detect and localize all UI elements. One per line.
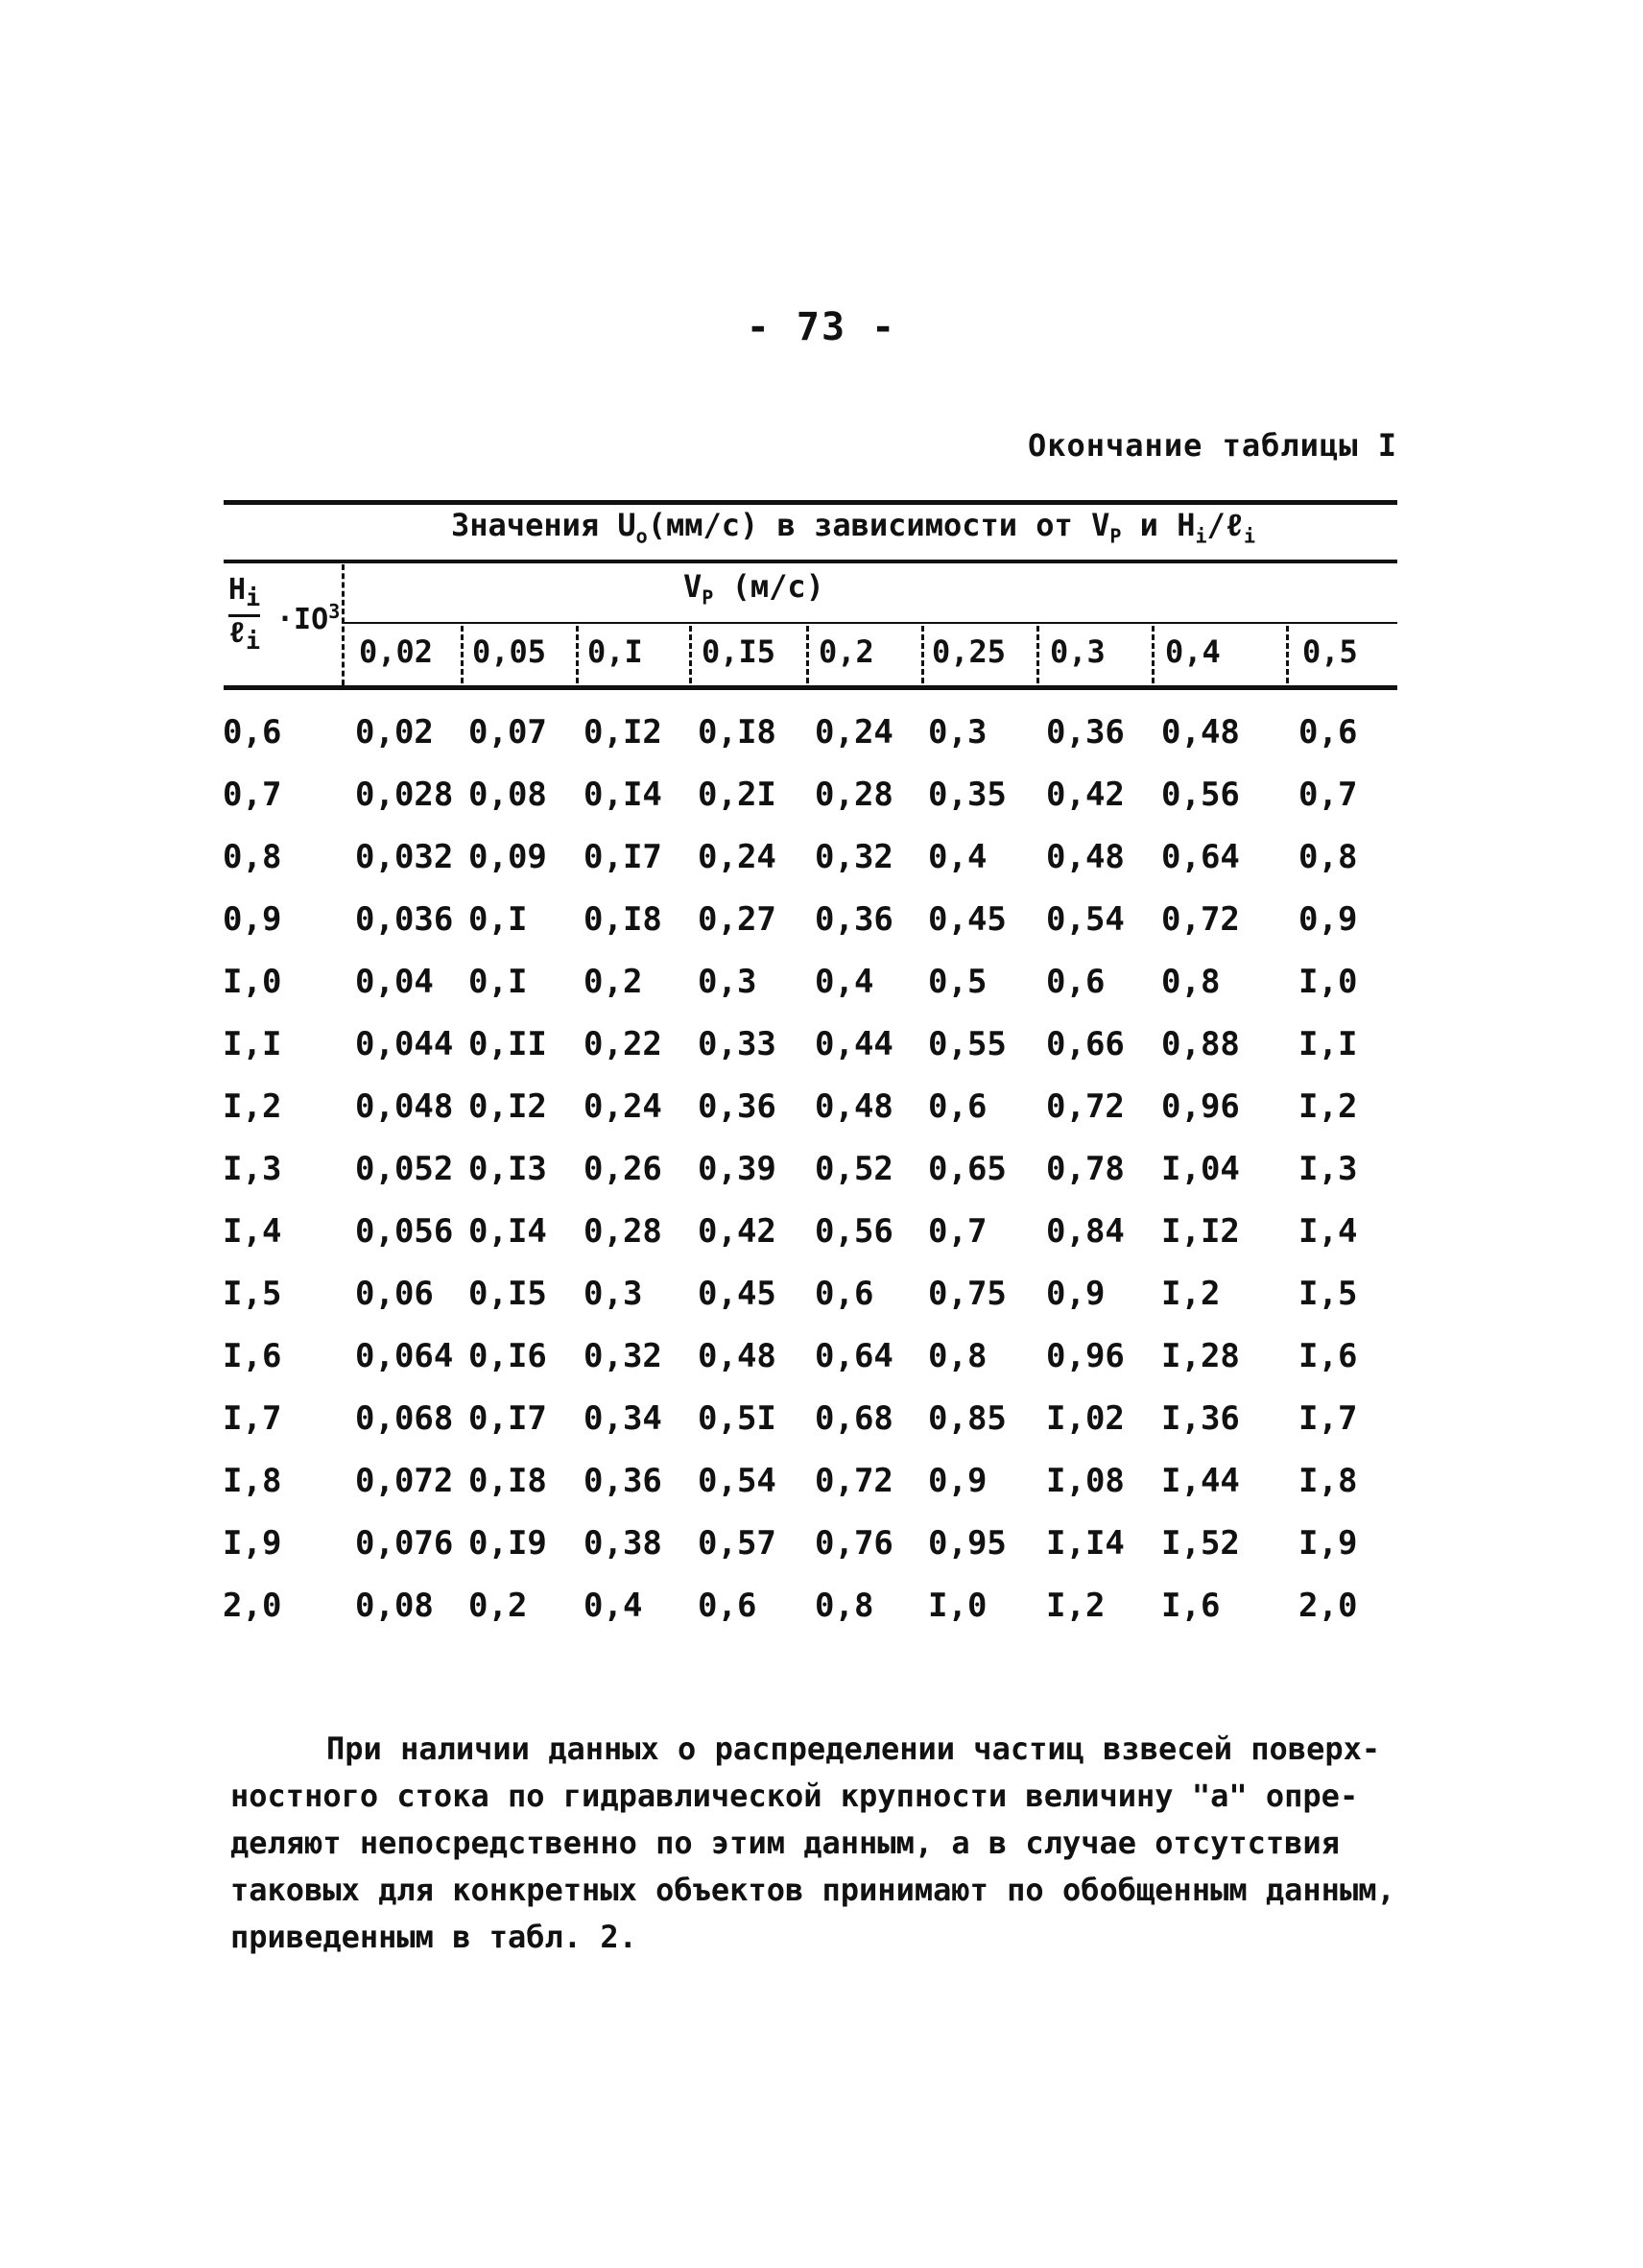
row-label-cell: I,4 bbox=[223, 1212, 282, 1251]
table-cell: I,36 bbox=[1161, 1399, 1240, 1438]
table-cell: 0,24 bbox=[583, 1087, 662, 1126]
table-cell: 0,28 bbox=[815, 776, 893, 814]
table-top-rule bbox=[224, 500, 1397, 505]
table-header-rule bbox=[224, 560, 1397, 563]
table-cell: 0,07 bbox=[468, 713, 547, 752]
table-cell: I,3 bbox=[1298, 1150, 1358, 1188]
table-cell: 0,08 bbox=[468, 776, 547, 814]
table-cell: 0,6 bbox=[815, 1275, 874, 1313]
table-cell: 0,I4 bbox=[468, 1212, 547, 1251]
vp-subscript: P bbox=[702, 585, 714, 609]
table-cell: I,I4 bbox=[1046, 1524, 1125, 1563]
table-cell: I,6 bbox=[1161, 1587, 1221, 1625]
table-cell: 0,64 bbox=[815, 1337, 893, 1375]
table-cell: 0,I8 bbox=[468, 1462, 547, 1500]
table-cell: I,08 bbox=[1046, 1462, 1125, 1500]
row-header-multiplier bbox=[276, 595, 340, 636]
table-cell: 0,9 bbox=[1298, 900, 1358, 939]
table-cell: I,8 bbox=[1298, 1462, 1358, 1500]
title-l-symbol: ℓ bbox=[1225, 507, 1244, 543]
vp-symbol: V bbox=[683, 568, 702, 605]
title-v-symbol: V bbox=[1091, 507, 1110, 543]
table-cell: I,4 bbox=[1298, 1212, 1358, 1251]
row-label-cell: 0,9 bbox=[223, 900, 282, 939]
table-cell: 0,068 bbox=[355, 1399, 454, 1438]
table-cell: I,2 bbox=[1161, 1275, 1221, 1313]
table-cell: 0,24 bbox=[815, 713, 893, 752]
numerator-subscript: i bbox=[246, 584, 261, 611]
table-cell: 0,39 bbox=[698, 1150, 776, 1188]
row-header-separator bbox=[342, 564, 345, 685]
table-cell: 2,0 bbox=[1298, 1587, 1358, 1625]
table-cell: 0,052 bbox=[355, 1150, 454, 1188]
table-cell: 0,064 bbox=[355, 1337, 454, 1375]
column-separator bbox=[576, 626, 579, 683]
denominator-symbol: ℓ bbox=[228, 616, 247, 650]
table-cell: 0,056 bbox=[355, 1212, 454, 1251]
title-h-symbol: H bbox=[1177, 507, 1196, 543]
row-label-cell: I,6 bbox=[223, 1337, 282, 1375]
table-cell: 0,34 bbox=[583, 1399, 662, 1438]
table-cell: I,5 bbox=[1298, 1275, 1358, 1313]
column-separator bbox=[1036, 626, 1039, 683]
table-cell: 0,5I bbox=[698, 1399, 776, 1438]
table-cell: 0,36 bbox=[698, 1087, 776, 1126]
table-cell: I,28 bbox=[1161, 1337, 1240, 1375]
table-cell: 0,52 bbox=[815, 1150, 893, 1188]
table-cell: 0,I bbox=[468, 900, 528, 939]
table-cell: 0,I7 bbox=[583, 838, 662, 876]
table-cell: 0,06 bbox=[355, 1275, 434, 1313]
row-label-cell: I,8 bbox=[223, 1462, 282, 1500]
table-cell: 0,02 bbox=[355, 713, 434, 752]
table-cell: 0,42 bbox=[698, 1212, 776, 1251]
row-label-cell: I,2 bbox=[223, 1087, 282, 1126]
table-cell: 0,48 bbox=[1161, 713, 1240, 752]
table-cell: I,2 bbox=[1046, 1587, 1106, 1625]
table-cell: I,9 bbox=[1298, 1524, 1358, 1563]
column-separator bbox=[921, 626, 924, 683]
table-cell: 0,65 bbox=[928, 1150, 1007, 1188]
table-cell: 0,84 bbox=[1046, 1212, 1125, 1251]
table-cell: 0,044 bbox=[355, 1025, 454, 1063]
paragraph-line: деляют непосредственно по этим данным, а в случае отсутствия bbox=[230, 1825, 1340, 1861]
table-cell: I,6 bbox=[1298, 1337, 1358, 1375]
table-cell: 0,II bbox=[468, 1025, 547, 1063]
table-cell: 0,72 bbox=[1161, 900, 1240, 939]
table-cell: 0,08 bbox=[355, 1587, 434, 1625]
table-cell: 0,75 bbox=[928, 1275, 1007, 1313]
title-u-symbol: U bbox=[617, 507, 636, 543]
row-header-denominator bbox=[228, 616, 261, 655]
column-header: 0,I5 bbox=[702, 633, 776, 670]
column-separator bbox=[1286, 626, 1289, 683]
table-cell: 0,88 bbox=[1161, 1025, 1240, 1063]
row-label-cell: I,I bbox=[223, 1025, 282, 1063]
column-header: 0,I bbox=[587, 633, 643, 670]
table-caption: Окончание таблицы I bbox=[1027, 427, 1397, 464]
denominator-subscript: i bbox=[246, 627, 261, 655]
table-cell: 0,56 bbox=[1161, 776, 1240, 814]
table-cell: 0,68 bbox=[815, 1399, 893, 1438]
table-cell: 0,2I bbox=[698, 776, 776, 814]
row-label-cell: I,5 bbox=[223, 1275, 282, 1313]
table-cell: 0,55 bbox=[928, 1025, 1007, 1063]
paragraph-line: ностного стока по гидравлической крупности величину "а" опре- bbox=[230, 1778, 1359, 1814]
table-cell: I,52 bbox=[1161, 1524, 1240, 1563]
table-body-rule bbox=[224, 685, 1397, 690]
table-cell: 0,I9 bbox=[468, 1524, 547, 1563]
table-cell: 0,I2 bbox=[583, 713, 662, 752]
table-cell: 0,42 bbox=[1046, 776, 1125, 814]
table-cell: I,0 bbox=[928, 1587, 988, 1625]
table-cell: 0,64 bbox=[1161, 838, 1240, 876]
table-cell: 0,I bbox=[468, 963, 528, 1001]
table-cell: 0,I8 bbox=[698, 713, 776, 752]
table-cell: 0,6 bbox=[698, 1587, 757, 1625]
title-v-subscript: P bbox=[1109, 524, 1122, 548]
paragraph-line: приведенным в табл. 2. bbox=[230, 1919, 637, 1955]
table-cell: 0,072 bbox=[355, 1462, 454, 1500]
table-cell: 0,6 bbox=[1046, 963, 1106, 1001]
paragraph-line: таковых для конкретных объектов принимают по обобщенным данным, bbox=[230, 1872, 1395, 1908]
row-label-cell: 0,7 bbox=[223, 776, 282, 814]
column-separator bbox=[689, 626, 692, 683]
table-cell: I,0 bbox=[1298, 963, 1358, 1001]
table-cell: 0,72 bbox=[815, 1462, 893, 1500]
table-cell: I,I bbox=[1298, 1025, 1358, 1063]
table-cell: 0,4 bbox=[928, 838, 988, 876]
table-cell: 0,56 bbox=[815, 1212, 893, 1251]
multiplier-exponent: 3 bbox=[328, 600, 341, 623]
table-cell: 0,8 bbox=[928, 1337, 988, 1375]
column-separator bbox=[461, 626, 464, 683]
table-cell: 0,38 bbox=[583, 1524, 662, 1563]
table-cell: 0,6 bbox=[928, 1087, 988, 1126]
table-cell: 0,I2 bbox=[468, 1087, 547, 1126]
title-prefix: Значения bbox=[451, 507, 618, 543]
table-cell: 0,028 bbox=[355, 776, 454, 814]
title-slash: / bbox=[1206, 507, 1226, 543]
table-cell: 0,8 bbox=[1161, 963, 1221, 1001]
row-label-cell: I,7 bbox=[223, 1399, 282, 1438]
column-header: 0,05 bbox=[472, 633, 547, 670]
column-header: 0,02 bbox=[359, 633, 434, 670]
column-separator bbox=[806, 626, 809, 683]
table-cell: 0,9 bbox=[1046, 1275, 1106, 1313]
title-l-subscript: i bbox=[1243, 524, 1256, 548]
title-middle: (мм/с) в зависимости от bbox=[647, 507, 1092, 543]
table-cell: 0,I8 bbox=[583, 900, 662, 939]
table-cell: 0,7 bbox=[928, 1212, 988, 1251]
table-cell: 0,85 bbox=[928, 1399, 1007, 1438]
table-cell: 0,35 bbox=[928, 776, 1007, 814]
table-cell: 0,36 bbox=[583, 1462, 662, 1500]
table-cell: 0,32 bbox=[815, 838, 893, 876]
table-cell: 0,7 bbox=[1298, 776, 1358, 814]
table-cell: 0,I3 bbox=[468, 1150, 547, 1188]
table-cell: 0,45 bbox=[928, 900, 1007, 939]
table-cell: 0,96 bbox=[1161, 1087, 1240, 1126]
table-cell: 0,78 bbox=[1046, 1150, 1125, 1188]
table-cell: 0,9 bbox=[928, 1462, 988, 1500]
table-cell: 0,72 bbox=[1046, 1087, 1125, 1126]
page-number: - 73 - bbox=[746, 305, 897, 349]
paragraph-line: При наличии данных о распределении частиц взвесей поверх- bbox=[326, 1731, 1381, 1767]
table-cell: 0,33 bbox=[698, 1025, 776, 1063]
vp-subheader-rule bbox=[342, 622, 1397, 624]
column-header: 0,5 bbox=[1302, 633, 1358, 670]
row-header-numerator bbox=[228, 574, 260, 617]
row-label-cell: 0,8 bbox=[223, 838, 282, 876]
table-cell: 0,54 bbox=[1046, 900, 1125, 939]
column-header: 0,3 bbox=[1050, 633, 1106, 670]
table-cell: 0,76 bbox=[815, 1524, 893, 1563]
table-cell: 0,95 bbox=[928, 1524, 1007, 1563]
column-header: 0,4 bbox=[1165, 633, 1221, 670]
column-separator bbox=[1152, 626, 1155, 683]
column-header: 0,2 bbox=[819, 633, 874, 670]
table-cell: 0,48 bbox=[698, 1337, 776, 1375]
table-cell: I,7 bbox=[1298, 1399, 1358, 1438]
table-cell: 0,24 bbox=[698, 838, 776, 876]
table-cell: 0,44 bbox=[815, 1025, 893, 1063]
table-cell: 0,48 bbox=[1046, 838, 1125, 876]
title-u-subscript: o bbox=[635, 524, 648, 548]
table-cell: 0,3 bbox=[928, 713, 988, 752]
table-cell: 0,8 bbox=[815, 1587, 874, 1625]
table-cell: 0,8 bbox=[1298, 838, 1358, 876]
table-cell: 0,26 bbox=[583, 1150, 662, 1188]
column-header: 0,25 bbox=[932, 633, 1007, 670]
table-cell: 0,6 bbox=[1298, 713, 1358, 752]
table-cell: 0,28 bbox=[583, 1212, 662, 1251]
table-cell: I,2 bbox=[1298, 1087, 1358, 1126]
table-cell: 0,09 bbox=[468, 838, 547, 876]
table-cell: 0,57 bbox=[698, 1524, 776, 1563]
row-header-fraction bbox=[228, 573, 341, 657]
table-cell: 0,032 bbox=[355, 838, 454, 876]
table-cell: 0,66 bbox=[1046, 1025, 1125, 1063]
table-cell: 0,2 bbox=[468, 1587, 528, 1625]
body-paragraph bbox=[230, 1726, 1420, 1961]
table-cell: 0,076 bbox=[355, 1524, 454, 1563]
table-cell: 0,I5 bbox=[468, 1275, 547, 1313]
table-cell: 0,036 bbox=[355, 900, 454, 939]
table-cell: I,I2 bbox=[1161, 1212, 1240, 1251]
table-cell: 0,4 bbox=[815, 963, 874, 1001]
table-cell: 0,3 bbox=[583, 1275, 643, 1313]
table-cell: 0,27 bbox=[698, 900, 776, 939]
table-cell: 0,4 bbox=[583, 1587, 643, 1625]
table-cell: 0,I7 bbox=[468, 1399, 547, 1438]
table-cell: 0,36 bbox=[1046, 713, 1125, 752]
table-cell: 0,48 bbox=[815, 1087, 893, 1126]
table-cell: 0,22 bbox=[583, 1025, 662, 1063]
table-cell: I,04 bbox=[1161, 1150, 1240, 1188]
table-cell: 0,I4 bbox=[583, 776, 662, 814]
table-cell: 0,I6 bbox=[468, 1337, 547, 1375]
table-cell: 0,32 bbox=[583, 1337, 662, 1375]
table-title bbox=[451, 507, 1255, 547]
row-label-cell: I,0 bbox=[223, 963, 282, 1001]
table-cell: I,02 bbox=[1046, 1399, 1125, 1438]
table-cell: 0,96 bbox=[1046, 1337, 1125, 1375]
title-h-subscript: i bbox=[1195, 524, 1207, 548]
table-cell: 0,54 bbox=[698, 1462, 776, 1500]
numerator-symbol: H bbox=[228, 573, 247, 607]
vp-header bbox=[683, 568, 824, 609]
row-label-cell: I,3 bbox=[223, 1150, 282, 1188]
row-label-cell: I,9 bbox=[223, 1524, 282, 1563]
vp-unit: (м/с) bbox=[713, 568, 824, 605]
table-cell: 0,2 bbox=[583, 963, 643, 1001]
table-cell: 0,5 bbox=[928, 963, 988, 1001]
row-label-cell: 2,0 bbox=[223, 1587, 282, 1625]
table-cell: 0,04 bbox=[355, 963, 434, 1001]
table-cell: 0,45 bbox=[698, 1275, 776, 1313]
row-label-cell: 0,6 bbox=[223, 713, 282, 752]
multiplier-text: ·IO bbox=[276, 603, 329, 636]
table-cell: 0,3 bbox=[698, 963, 757, 1001]
table-cell: 0,36 bbox=[815, 900, 893, 939]
title-and: и bbox=[1121, 507, 1178, 543]
table-cell: 0,048 bbox=[355, 1087, 454, 1126]
table-cell: I,44 bbox=[1161, 1462, 1240, 1500]
